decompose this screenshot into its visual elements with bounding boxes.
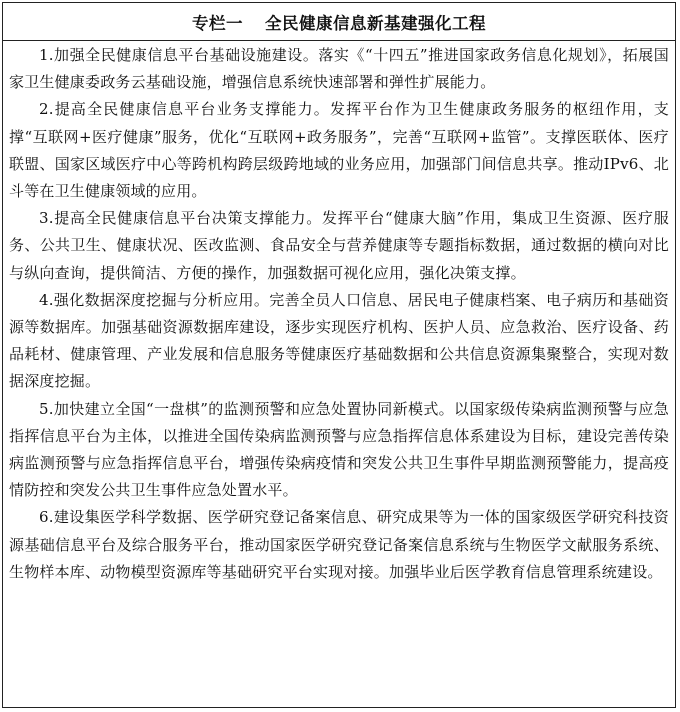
box-label: 专栏一 (192, 13, 243, 33)
paragraph-3: 3.提高全民健康信息平台决策支撑能力。发挥平台“健康大脑”作用，集成卫生资源、医疗服务、公共卫生、健康状况、医改监测、食品安全与营养健康等专题指标数据，通过数据的横向对比与纵向查询，提供简洁、方便的操作，加强数据可视化应用，强化决策支撑。 (9, 209, 669, 282)
box-title-row (3, 3, 675, 41)
paragraph-2: 2.提高全民健康信息平台业务支撑能力。发挥平台作为卫生健康政务服务的枢纽作用，支撑“互联网+医疗健康”服务，优化“互联网+政务服务”，完善“互联网+监管”。支撑医联体、医疗联盟、国家区域医疗中心等跨机构跨层级跨地域的业务应用，加强部门间信息共享。推动IPv6、北斗等在卫生健康领域的应用。 (9, 100, 669, 201)
box-title: 全民健康信息新基建强化工程 (265, 13, 486, 33)
paragraph-6: 6.建设集医学科学数据、医学研究登记备案信息、研究成果等为一体的国家级医学研究科技资源基础信息平台及综合服务平台，推动国家医学研究登记备案信息系统与生物医学文献服务系统、生物样本库、动物模型资源库等基础研究平台实现对接。加强毕业后医学教育信息管理系统建设。 (9, 508, 669, 581)
paragraph-4: 4.强化数据深度挖掘与分析应用。完善全员人口信息、居民电子健康档案、电子病历和基础资源等数据库。加强基础资源数据库建设，逐步实现医疗机构、医护人员、应急救治、医疗设备、药品耗材、健康管理、产业发展和信息服务等健康医疗基础数据和公共信息资源集聚整合，实现对数据深度挖掘。 (9, 290, 669, 391)
paragraph-5: 5.加快建立全国“一盘棋”的监测预警和应急处置协同新模式。以国家级传染病监测预警与应急指挥信息平台为主体，以推进全国传染病监测预警与应急指挥信息体系建设为目标，建设完善传染病监测预警与应急指挥信息平台，增强传染病疫情和突发公共卫生事件早期监测预警能力，提高疫情防控和突发公共卫生事件应急处置水平。 (9, 399, 669, 500)
column-box (2, 2, 676, 708)
paragraph-1: 1.加强全民健康信息平台基础设施建设。落实《“十四五”推进国家政务信息化规划》，拓展国家卫生健康委政务云基础设施，增强信息系统快速部署和弹性扩展能力。 (9, 46, 669, 92)
box-content (3, 41, 675, 586)
